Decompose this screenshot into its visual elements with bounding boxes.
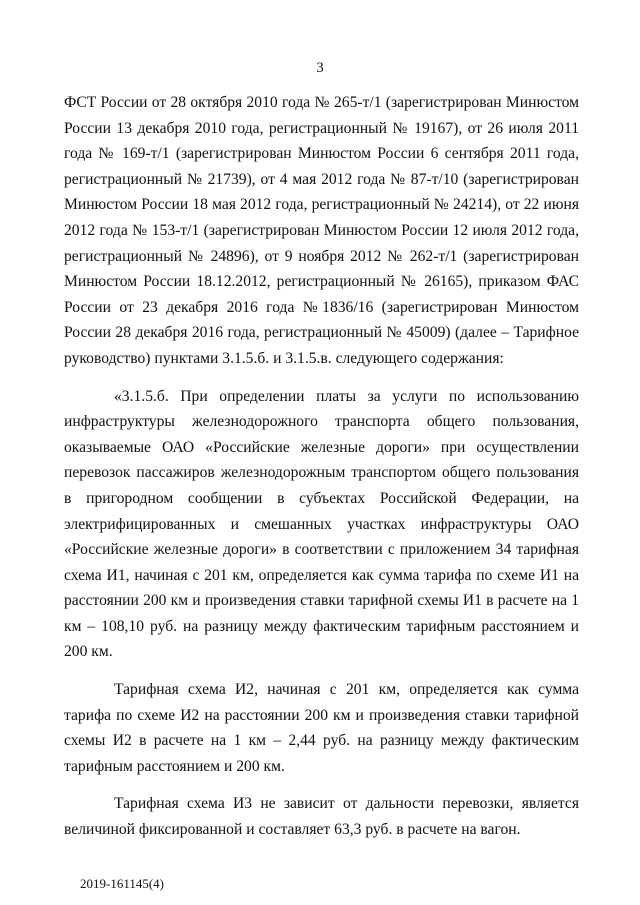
- document-body: [64, 90, 579, 843]
- page-number: 3: [316, 60, 324, 76]
- paragraph-2: «3.1.5.б. При определении платы за услуги по использованию инфраструктуры железнодорожного транспорта общего пользования, оказываемые ОАО «Российские железные дороги» при осуществлении перевозок пассажиров железнодорожным транспортом общего пользования в пригородном сообщении в субъектах Российской Федерации, на электрифицированных и смешанных участках инфраструктуры ОАО «Российские железные дороги» в соответствии с приложением 34 тарифная схема И1, начиная с 201 км, определяется как сумма тарифа по схеме И1 на расстоянии 200 км и произведения ставки тарифной схемы И1 в расчете на 1 км – 108,10 руб. на разницу между фактическим тарифным расстоянием и 200 км.: [64, 387, 579, 661]
- paragraph-1: ФСТ России от 28 октября 2010 года № 265-т/1 (зарегистрирован Минюстом России 13 декабря 2010 года, регистрационный № 19167), от 26 июля 2011 года № 169-т/1 (зарегистрирован Минюстом России 6 сентября 2011 года, регистрационный № 21739), от 4 мая 2012 года № 87-т/10 (зарегистрирован Минюстом России 18 мая 2012 года, регистрационный № 24214), от 22 июня 2012 года № 153-т/1 (зарегистрирован Минюстом России 12 июля 2012 года, регистрационный № 24896), от 9 ноября 2012 № 262-т/1 (зарегистрирован Минюстом России 18.12.2012, регистрационный № 26165), приказом ФАС России от 23 декабря 2016 года №1836/16 (зарегистрирован Минюстом России 28 декабря 2016 года, регистрационный № 45009) (далее – Тарифное руководство) пунктами 3.1.5.б. и 3.1.5.в. следующего содержания:: [64, 94, 579, 367]
- footer-document-code: 2019-161145(4): [80, 876, 165, 891]
- paragraph-3: Тарифная схема И2, начиная с 201 км, определяется как сумма тарифа по схеме И2 на расстоянии 200 км и произведения ставки тарифной схемы И2 в расчете на 1 км – 2,44 руб. на разницу между фактическим тарифным расстоянием и 200 км.: [64, 681, 579, 775]
- paragraph-4: Тарифная схема И3 не зависит от дальности перевозки, является величиной фиксированной и составляет 63,3 руб. в расчете на вагон.: [64, 795, 579, 839]
